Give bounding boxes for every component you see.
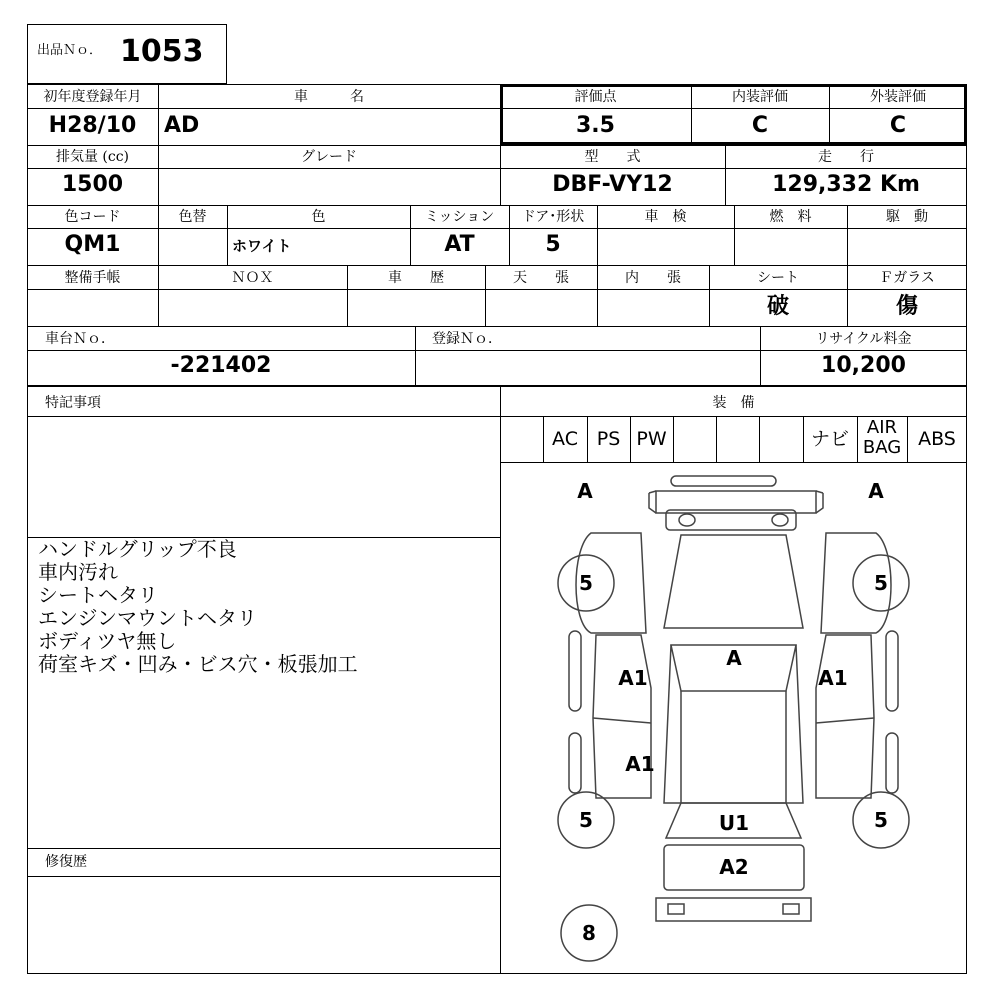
seat-value: 破 xyxy=(766,294,789,319)
note-line: ボディツヤ無し xyxy=(38,629,177,653)
equipment-airbag: AIR BAG xyxy=(862,417,902,458)
note-line: ハンドルグリップ不良 xyxy=(38,537,237,561)
seat-label: シート xyxy=(757,270,799,286)
registration-number-label: 登録Ｎｏ． xyxy=(432,331,502,347)
repair-history-label: 修復歴 xyxy=(45,854,87,870)
first-registration-label: 初年度登録年月 xyxy=(43,89,142,105)
score-value: 3.5 xyxy=(576,113,615,138)
color-code-value: QM1 xyxy=(64,232,121,257)
interior-trim-label: 内 張 xyxy=(625,270,681,286)
lot-number-label: 出品Ｎｏ． xyxy=(37,43,103,58)
special-notes-list xyxy=(38,538,358,676)
damage-right-front-door: A1 xyxy=(818,666,848,690)
damage-spare-tire: 8 xyxy=(582,921,596,945)
ceiling-label: 天 張 xyxy=(513,270,569,286)
displacement-label: 排気量 (cc) xyxy=(55,149,130,165)
note-line: 車内汚れ xyxy=(38,560,118,584)
equipment-label: 装 備 xyxy=(712,395,755,411)
exterior-grade-value: C xyxy=(889,113,907,138)
car-name-value: AD xyxy=(164,113,200,138)
equipment-pw: PW xyxy=(636,428,667,450)
interior-grade-label: 内装評価 xyxy=(732,89,788,105)
color-value: ホワイト xyxy=(232,237,292,255)
damage-tire-front-left: 5 xyxy=(579,571,593,595)
grade-label: グレード xyxy=(301,149,357,165)
recycle-fee-label: リサイクル料金 xyxy=(815,331,912,347)
model-value: DBF-VY12 xyxy=(552,172,673,197)
transmission-label: ミッション xyxy=(424,209,495,225)
mileage-value: 129,332 Km xyxy=(772,172,920,197)
damage-left-front-door: A1 xyxy=(618,666,648,690)
door-shape-label: ドア･形状 xyxy=(521,209,585,225)
car-name-label: 車 名 xyxy=(294,89,364,105)
repaint-label: 色替 xyxy=(178,209,207,225)
equipment-ac: AC xyxy=(552,428,578,450)
damage-tire-rear-left: 5 xyxy=(579,808,593,832)
damage-tailgate: A2 xyxy=(719,855,749,879)
lot-number-value: 1053 xyxy=(120,34,204,69)
interior-grade-value: C xyxy=(751,113,769,138)
car-damage-diagram xyxy=(501,463,966,973)
mileage-label: 走 行 xyxy=(818,149,874,165)
color-code-label: 色コード xyxy=(64,209,121,225)
equipment-navi: ナビ xyxy=(810,428,849,450)
special-notes-label: 特記事項 xyxy=(45,395,101,411)
fglass-label: Ｆガラス xyxy=(879,270,935,286)
door-shape-value: 5 xyxy=(545,232,561,257)
equipment-abs: ABS xyxy=(918,428,956,450)
damage-front-right-corner: A xyxy=(868,479,884,503)
damage-roof: A xyxy=(726,646,742,670)
fglass-value: 傷 xyxy=(895,294,918,319)
equipment-ps: PS xyxy=(596,428,621,450)
damage-tire-front-right: 5 xyxy=(874,571,888,595)
first-registration-value: H28/10 xyxy=(48,113,137,138)
drive-label: 駆 動 xyxy=(886,209,928,225)
note-line: 荷室キズ・凹み・ビス穴・板張加工 xyxy=(38,652,358,676)
note-line: シートヘタリ xyxy=(38,583,158,607)
displacement-value: 1500 xyxy=(61,172,124,197)
damage-left-rear-door: A1 xyxy=(625,752,655,776)
recycle-fee-value: 10,200 xyxy=(821,353,906,378)
damage-tire-rear-right: 5 xyxy=(874,808,888,832)
transmission-value: AT xyxy=(444,232,475,257)
maintenance-book-label: 整備手帳 xyxy=(64,270,121,286)
chassis-number-value: -221402 xyxy=(170,353,272,378)
nox-label: ＮＯＸ xyxy=(231,270,274,286)
damage-front-left-corner: A xyxy=(577,479,593,503)
model-label: 型 式 xyxy=(584,149,641,165)
exterior-grade-label: 外装評価 xyxy=(870,89,926,105)
inspection-label: 車 検 xyxy=(644,209,687,225)
color-label: 色 xyxy=(311,209,326,225)
damage-rear-glass: U1 xyxy=(718,811,750,835)
note-line: エンジンマウントヘタリ xyxy=(38,606,257,630)
chassis-number-label: 車台Ｎｏ． xyxy=(45,331,115,347)
fuel-label: 燃 料 xyxy=(769,209,812,225)
vehicle-history-label: 車 歴 xyxy=(388,270,444,286)
score-label: 評価点 xyxy=(574,89,617,105)
